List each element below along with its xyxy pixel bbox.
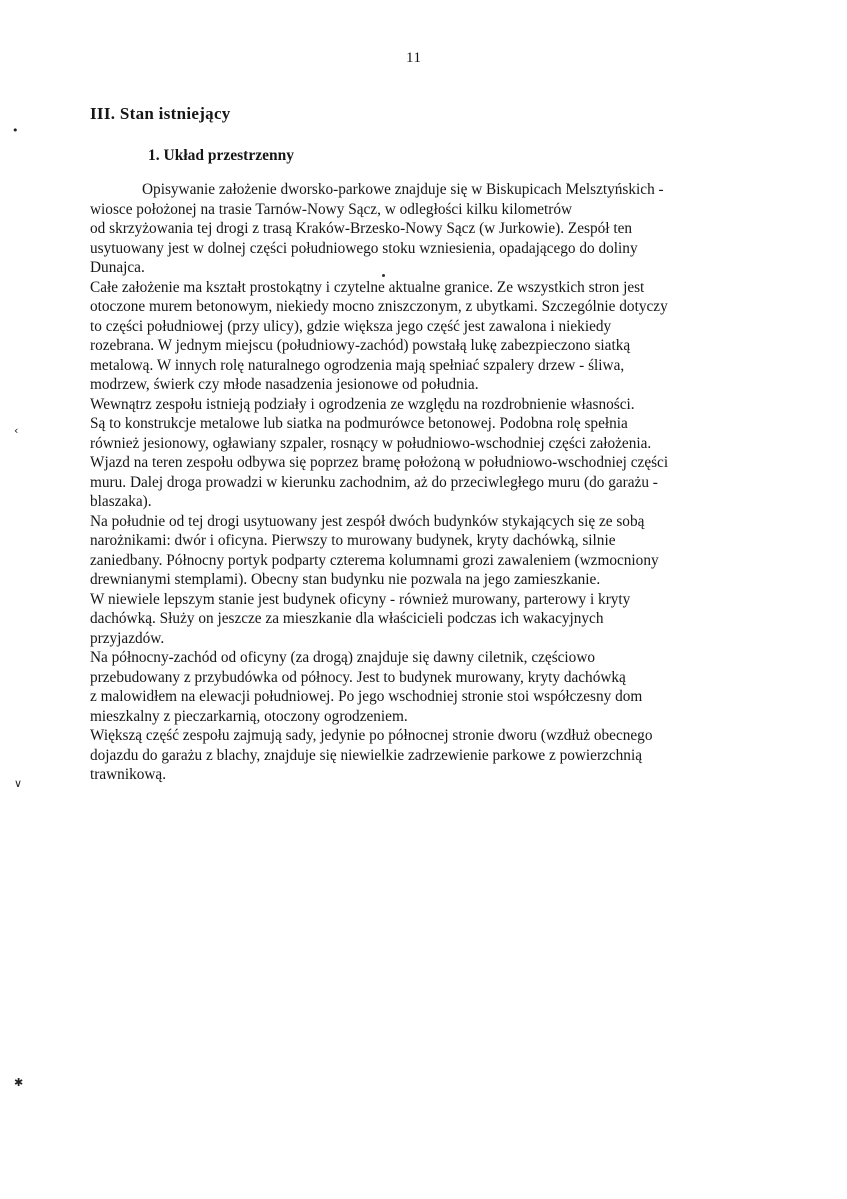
text-line: Są to konstrukcje metalowe lub siatka na podmurówce betonowej. Podobna rolę spełnia <box>90 415 628 432</box>
text-line: W niewiele lepszym stanie jest budynek oficyny - również murowany, parterowy i kryty <box>90 590 631 608</box>
text-line: dachówką. Służy on jeszcze za mieszkanie dla właścicieli podczas ich wakacyjnych <box>90 610 604 627</box>
text-line: modrzew, świerk czy młode nasadzenia jesionowe od południa. <box>90 376 479 393</box>
text-line: Całe założenie ma kształt prostokątny i czytelne aktualne granice. Ze wszystkich stron jest <box>90 278 645 296</box>
text-line: Na północny-zachód od oficyny (za drogą) znajduje się dawny ciletnik, częściowo <box>90 649 596 666</box>
text-line: Opisywanie założenie dworsko-parkowe znajduje się w Biskupicach Melsztyńskich - <box>142 181 664 198</box>
text-line: przyjazdów. <box>90 629 165 647</box>
text-line: usytuowany jest w dolnej części południowego stoku wzniesienia, opadającego do doliny <box>90 239 638 257</box>
binding-mark-icon: ‹ <box>14 424 19 437</box>
text-line: od skrzyżowania tej drogi z trasą Kraków-Brzesko-Nowy Sącz (w Jurkowie). Zespół ten <box>90 220 633 237</box>
text-line: wiosce położonej na trasie Tarnów-Nowy Sącz, w odległości kilku kilometrów <box>90 200 573 218</box>
binding-mark-icon: • <box>12 124 19 137</box>
text-line: z malowidłem na elewacji południowej. Po jego wschodniej stronie stoi współczesny dom <box>90 688 643 705</box>
text-line: muru. Dalej droga prowadzi w kierunku zachodnim, aż do przeciwległego muru (do garażu - <box>90 473 658 491</box>
speck-icon <box>382 274 385 277</box>
text-line: również jesionowy, ogławiany szpaler, rosnący w południowo-wschodniej części założenia. <box>90 434 652 452</box>
binding-mark-icon: ∨ <box>14 777 23 790</box>
body-text <box>90 180 760 785</box>
section-title: 1. Układ przestrzenny <box>148 147 294 164</box>
text-line: Wjazd na teren zespołu odbywa się poprzez bramę położoną w południowo-wschodniej części <box>90 454 669 471</box>
text-line: Dunajca. <box>90 259 145 276</box>
text-line: Większą część zespołu zajmują sady, jedynie po północnej stronie dworu (wzdłuż obecnego <box>90 727 653 744</box>
text-line: metalową. W innych rolę naturalnego ogrodzenia mają spełniać szpalery drzew - śliwa, <box>90 356 625 374</box>
text-line: narożnikami: dwór i oficyna. Pierwszy to murowany budynek, kryty dachówką, silnie <box>90 532 616 549</box>
text-line: Wewnątrz zespołu istnieją podziały i ogrodzenia ze względu na rozdrobnienie własności. <box>90 395 635 413</box>
page-number: 11 <box>406 50 422 66</box>
text-line: zaniedbany. Północny portyk podparty czterema kolumnami grozi zawaleniem (wzmocniony <box>90 551 659 569</box>
binding-mark-icon: ✱ <box>14 1076 24 1089</box>
text-line: blaszaka). <box>90 493 152 510</box>
text-line: przebudowany z przybudówka od północy. Jest to budynek murowany, kryty dachówką <box>90 668 626 686</box>
text-line: otoczone murem betonowym, niekiedy mocno zniszczonym, z ubytkami. Szczególnie dotyczy <box>90 298 668 315</box>
chapter-title: III. Stan istniejący <box>90 104 231 123</box>
text-line: Na południe od tej drogi usytuowany jest zespół dwóch budynków stykających się ze sobą <box>90 512 645 530</box>
text-line: drewnianymi stemplami). Obecny stan budynku nie pozwala na jego zamieszkanie. <box>90 571 601 588</box>
text-line: mieszkalny z pieczarkarnią, otoczony ogrodzeniem. <box>90 707 408 725</box>
text-line: dojazdu do garażu z blachy, znajduje się niewielkie zadrzewienie parkowe z powierzchnią <box>90 746 642 764</box>
text-line: to części południowej (przy ulicy), gdzie większa jego część jest zawalona i niekiedy <box>90 317 612 335</box>
text-line: rozebrana. W jednym miejscu (południowy-zachód) powstałą lukę zabezpieczono siatką <box>90 337 631 354</box>
text-line: trawnikową. <box>90 766 167 783</box>
